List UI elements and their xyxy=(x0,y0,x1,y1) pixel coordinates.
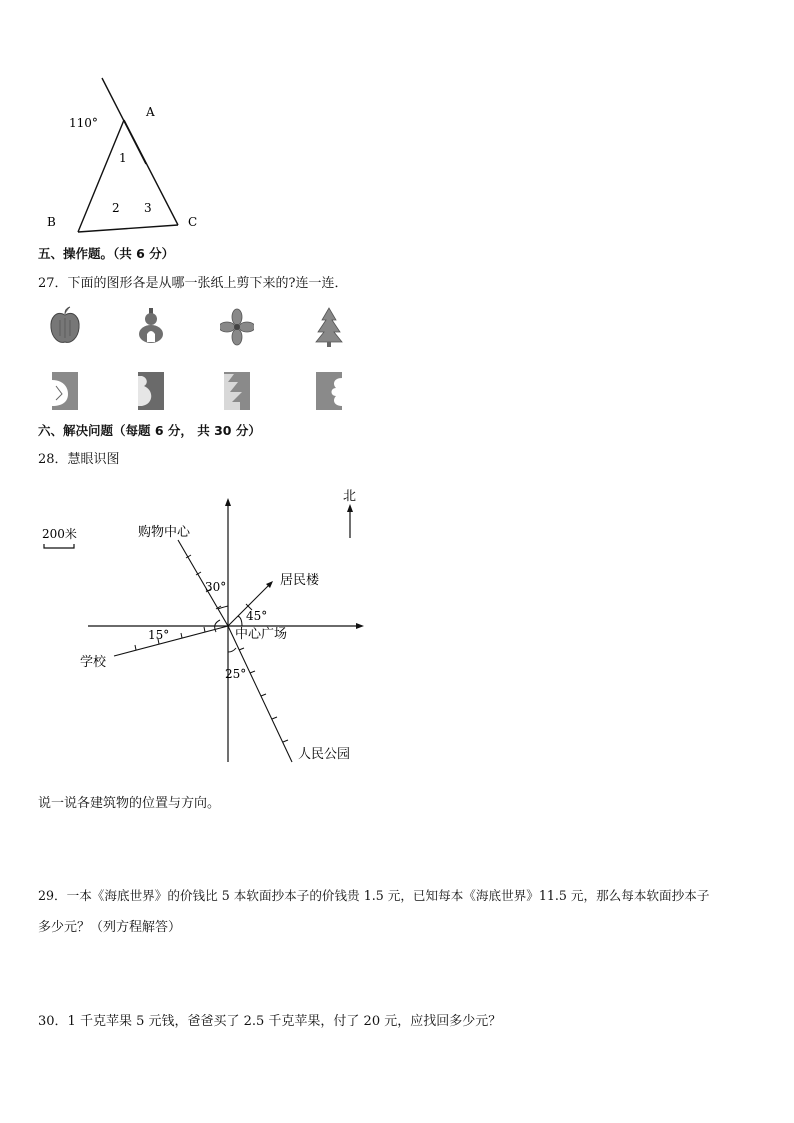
folded-paper-flower-icon[interactable] xyxy=(312,370,346,412)
school-label: 学校 xyxy=(80,655,107,670)
angle-15-label: 15° xyxy=(148,628,170,642)
angle-25-label: 25° xyxy=(225,667,247,681)
angle-3-label: 3 xyxy=(144,201,152,215)
vertex-b-label: B xyxy=(47,215,56,229)
section-6-heading: 六、解决问题（每题 6 分， 共 30 分） xyxy=(38,423,261,438)
question-27-text: 27．下面的图形各是从哪一张纸上剪下来的?连一连． xyxy=(38,276,348,291)
center-plaza-label: 中心广场 xyxy=(235,627,288,642)
triangle-figure xyxy=(40,70,210,240)
residential-label: 居民楼 xyxy=(280,573,320,588)
side-ab xyxy=(78,120,124,232)
section-5-heading: 五、操作题。（共 6 分） xyxy=(38,246,175,261)
apple-shape-icon[interactable] xyxy=(48,306,82,348)
direction-map xyxy=(30,480,390,780)
folded-paper-tree-icon[interactable] xyxy=(220,370,254,412)
angle-2-label: 2 xyxy=(112,201,120,215)
vertex-c-label: C xyxy=(188,215,198,229)
angle-1-label: 1 xyxy=(119,151,127,165)
folded-paper-gourd-icon[interactable] xyxy=(134,370,168,412)
vertex-a-label: A xyxy=(146,105,155,119)
school-ray xyxy=(114,626,228,656)
question-30-text: 30．1 千克苹果 5 元钱，爸爸买了 2.5 千克苹果，付了 20 元，应找回多少元？ xyxy=(38,1014,502,1029)
flower-shape-icon[interactable] xyxy=(220,306,254,348)
question-28-text: 28．慧眼识图 xyxy=(38,452,120,467)
angle-45-label: 45° xyxy=(246,609,268,623)
gourd-shape-icon[interactable] xyxy=(134,306,168,348)
angle-30-label: 30° xyxy=(205,580,227,594)
scale-label: 200米 xyxy=(42,527,77,541)
north-label: 北 xyxy=(343,489,357,504)
folded-paper-apple-icon[interactable] xyxy=(48,370,82,412)
side-bc xyxy=(78,225,178,232)
shopping-center-label: 购物中心 xyxy=(138,525,191,540)
tree-shape-icon[interactable] xyxy=(312,306,346,348)
park-label: 人民公园 xyxy=(298,747,351,762)
angle-110-label: 110° xyxy=(69,116,98,130)
question-29-line2: 多少元？（列方程解答） xyxy=(38,920,182,935)
question-28-prompt: 说一说各建筑物的位置与方向。 xyxy=(38,796,221,811)
question-29-line1: 29．一本《海底世界》的价钱比 5 本软面抄本子的价钱贵 1.5 元，已知每本《海底世界》11.5 元，那么每本软面抄本子 xyxy=(38,888,710,903)
park-ray xyxy=(228,626,292,762)
scale-bar xyxy=(44,544,74,548)
